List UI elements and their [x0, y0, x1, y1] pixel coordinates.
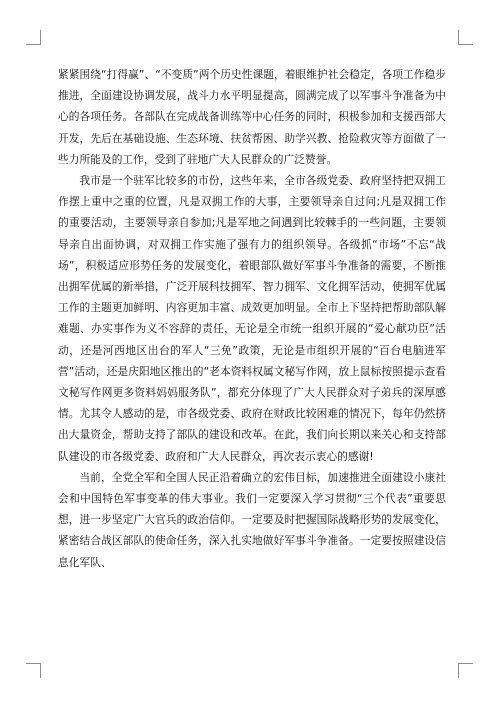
crop-mark-bottom-left — [26, 663, 41, 678]
paragraph-3: 当前，全党全军和全国人民正沿着确立的宏伟目标，加速推进全面建设小康社会和中国特色军事变革的伟大事业。我们一定要深入学习贯彻“三个代表”重要思想，进一步坚定广大官兵的政治信仰。一定要及时把握国际战略形势的发展变化，紧密结合战区部队的使命任务，深入扎实地做好军事斗争准备。一定要按照建设信息化军队、 — [58, 470, 446, 569]
paragraph-1: 紧紧围绕“打得赢”、“不变质”两个历史性课题，着眼维护社会稳定，各项工作稳步推进，全面建设协调发展，战斗力水平明显提高，圆满完成了以军事斗争准备为中心的各项任务。各部队在完成战备训练等中心任务的同时，积极参加和支援西部大开发，先后在基础设施、生态环境、扶贫帮困、助学兴教、抢险救灾等方面做了一些力所能及的工作，受到了驻地广大人民群众的广泛赞誉。 — [58, 68, 446, 166]
crop-mark-top-left — [26, 30, 41, 45]
crop-mark-bottom-right — [458, 663, 473, 678]
paragraph-2: 我市是一个驻军比较多的市份，这些年来，全市各级党委、政府坚持把双拥工作摆上重中之重的位置，凡是双拥工作的大事，主要领导亲自过问;凡是双拥工作的重要活动，主要领导亲自参加;凡是军地之间遇到比较棘手的一些问题，主要领导亲自出面协调，对双拥工作实施了强有力的组织领导。各级抓“市场”不忘“战场”，积极适应形势任务的发展变化，着眼部队做好军事斗争准备的需要，不断推出拥军优属的新举措，广泛开展科技拥军、智力拥军、文化拥军活动，使拥军优属工作的主题更加鲜明、内容更加丰富、成效更加明显。全市上下坚持把帮助部队解难题、办实事作为义不容辞的责任，无论是全市统一组织开展的“爱心献功臣”活动，还是河西地区出台的军人“三免”政策，无论是市组织开展的“百台电脑进军营”活动，还是庆阳地区推出的“老本资料权属文秘写作网，放上鼠标按照提示查看文秘写作网更多资料妈妈服务队”，都充分体现了广大人民群众对子弟兵的深厚感情。尤其令人感动的是，市各级党委、政府在财政比较困难的情况下，每年仍然挤出大量资金，帮助支持了部队的建设和改革。在此，我们向长期以来关心和支持部队建设的市各级党委、政府和广大人民群众，再次表示衷心的感谢! — [58, 174, 446, 463]
crop-mark-top-right — [458, 30, 473, 45]
document-body — [58, 64, 446, 573]
